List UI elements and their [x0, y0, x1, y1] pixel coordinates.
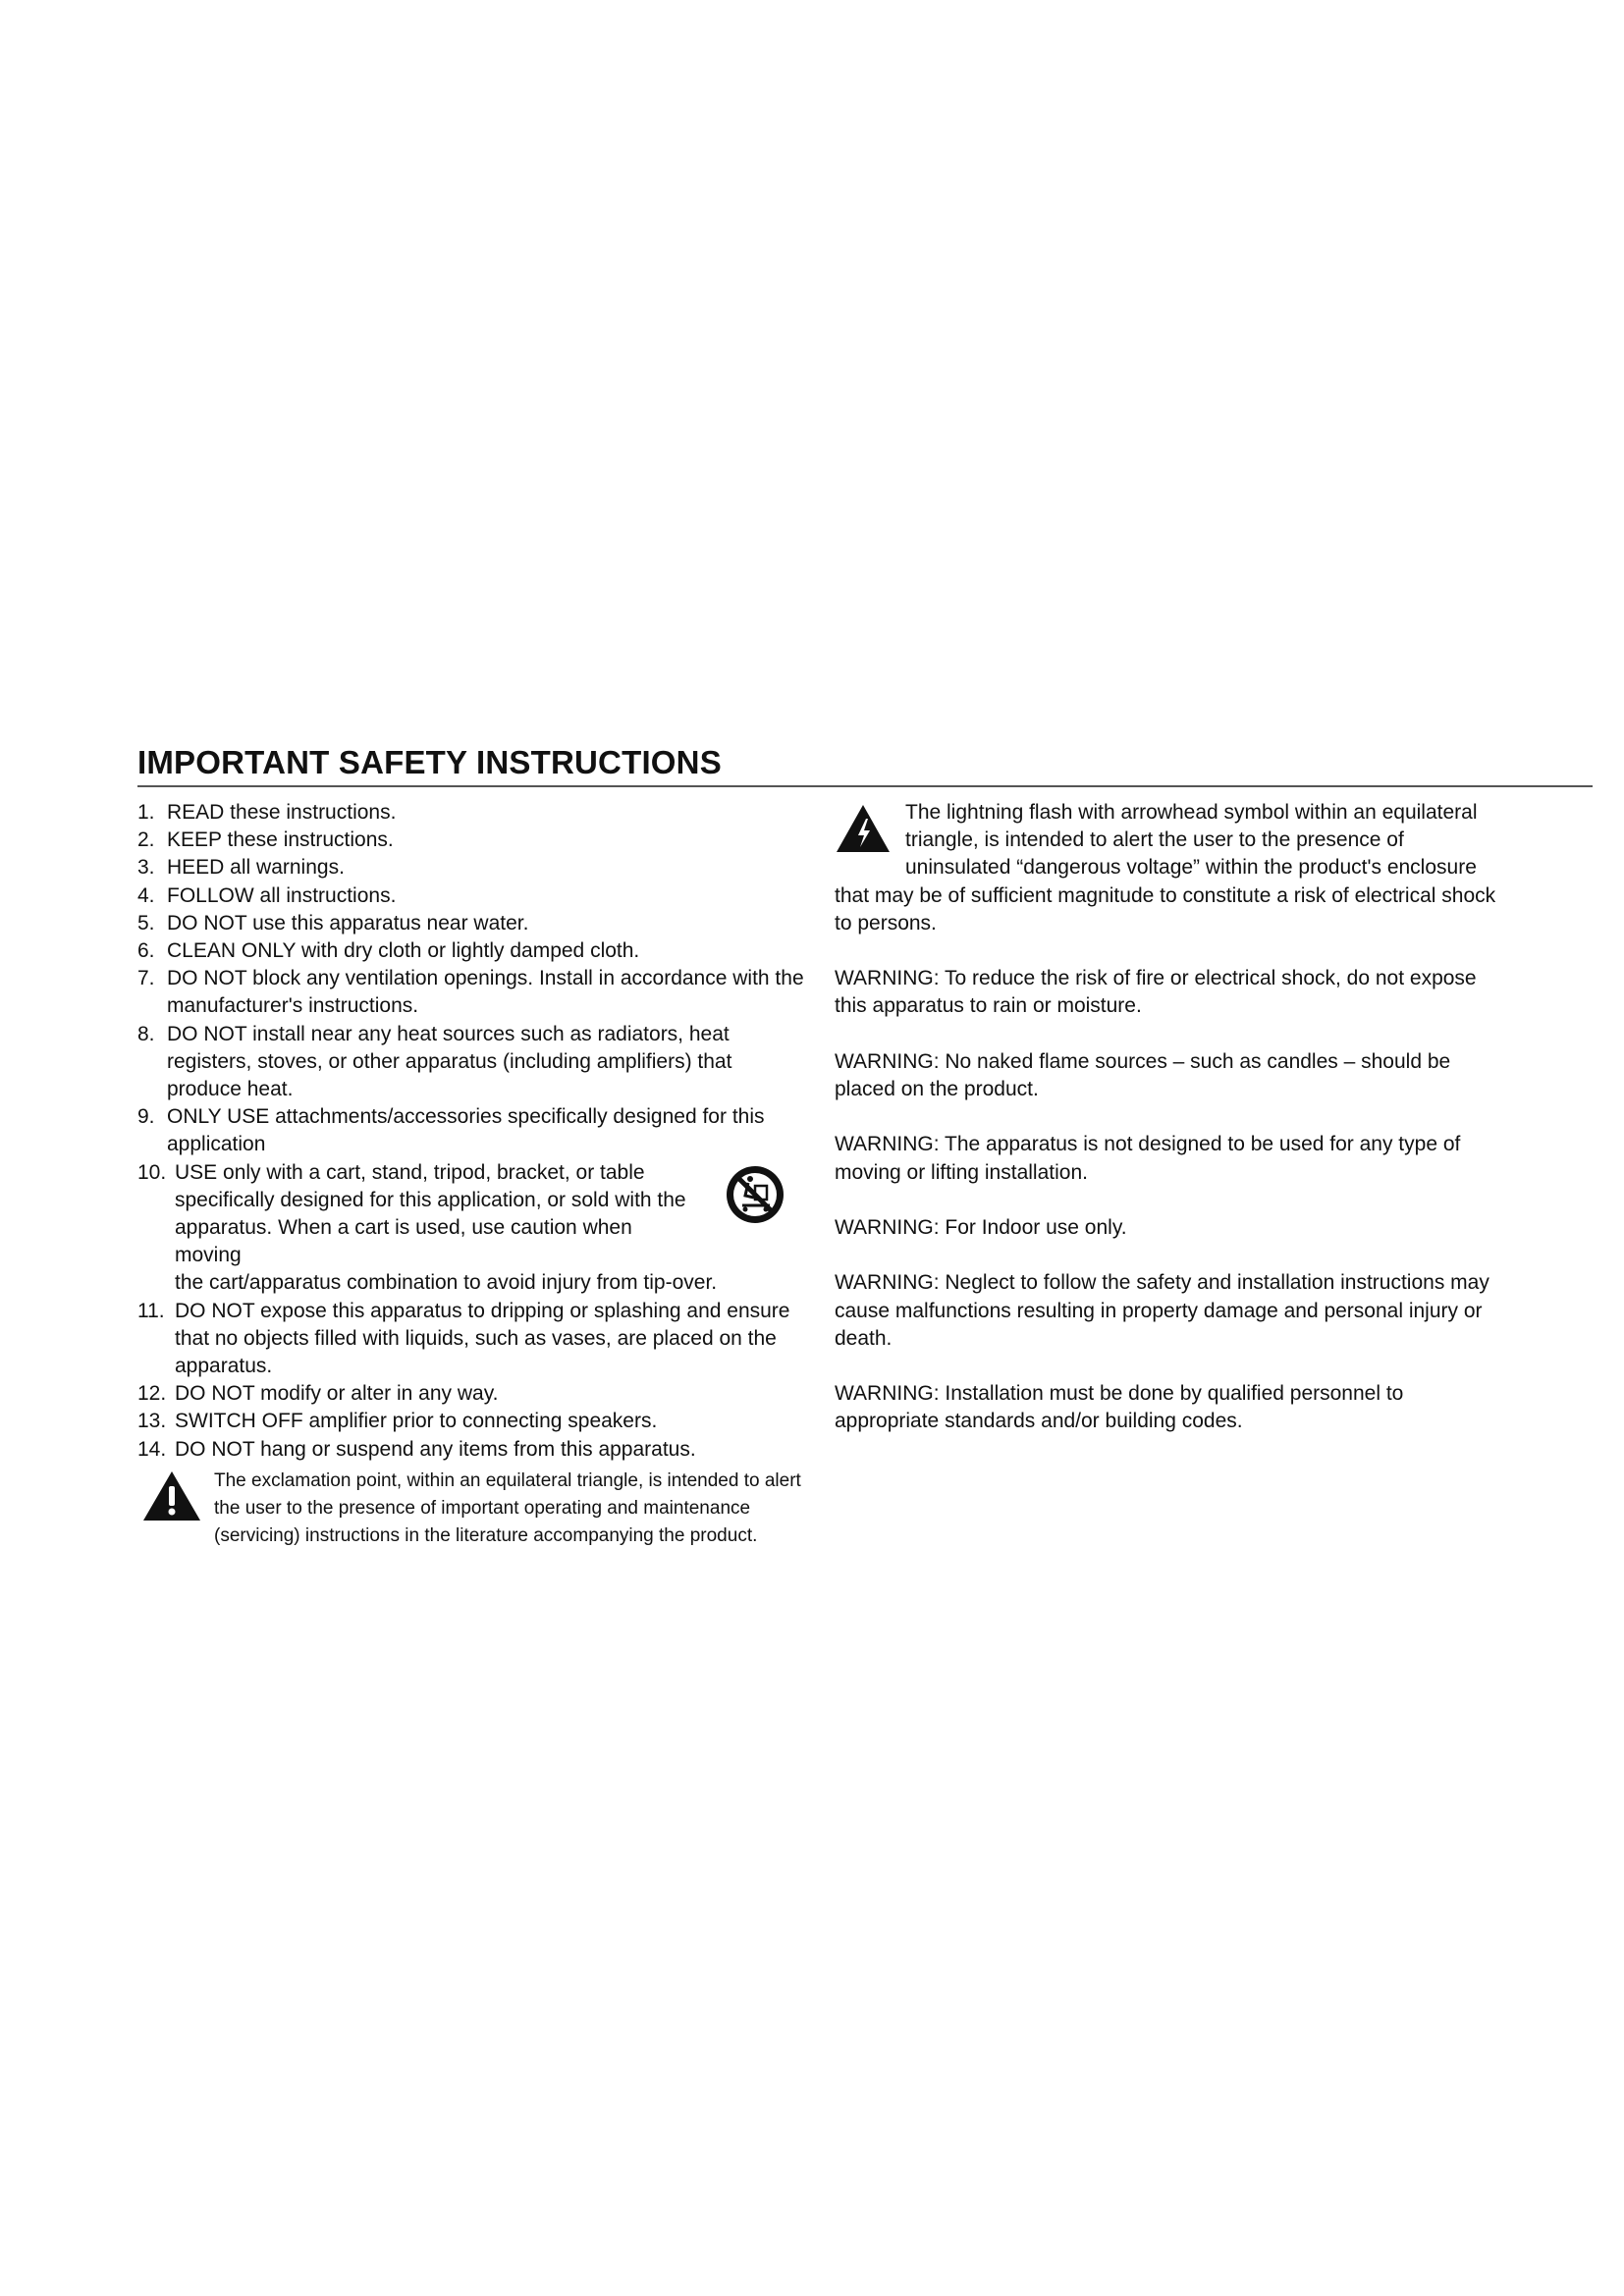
item-number: 11. [137, 1299, 165, 1322]
item-number: 4. [137, 883, 155, 907]
exclamation-note [137, 1468, 815, 1550]
list-item [137, 1380, 805, 1408]
list-item [137, 937, 805, 965]
title-underline [137, 785, 1593, 787]
item-text: CLEAN ONLY with dry cloth or lightly damped cloth. [167, 939, 640, 963]
item-text: DO NOT modify or alter in any way. [175, 1382, 499, 1406]
item-number: 6. [137, 939, 155, 963]
item-text: FOLLOW all instructions. [167, 883, 397, 907]
lightning-triangle-icon [835, 803, 892, 854]
spacer [835, 1242, 1512, 1269]
item-text: DO NOT use this apparatus near water. [167, 911, 529, 934]
item-number: 7. [137, 967, 155, 990]
list-item [137, 827, 805, 854]
item-text: SWITCH OFF amplifier prior to connecting speakers. [175, 1410, 658, 1433]
item-text: READ these instructions. [167, 801, 397, 824]
list-item [137, 1103, 805, 1158]
list-item [137, 965, 805, 1020]
no-cart-tip-over-icon [725, 1164, 785, 1225]
item-number: 8. [137, 1022, 155, 1045]
spacer [835, 1187, 1512, 1214]
item-number: 5. [137, 911, 155, 934]
list-item [137, 1436, 805, 1464]
item-text-part: USE only with a cart, stand, tripod, bracket, or table specifically designed for this application, or sold with the apparatus. When a cart is used, use caution when moving [175, 1160, 686, 1267]
item-number: 10. [137, 1160, 167, 1184]
item-number: 13. [137, 1410, 167, 1433]
item-text-part: the cart/apparatus combination to avoid injury from tip-over. [175, 1271, 718, 1295]
warning-text: WARNING: Neglect to follow the safety and installation instructions may cause malfunctions resulting in property damage and personal injury or death. [835, 1271, 1489, 1350]
item-text: KEEP these instructions. [167, 828, 394, 852]
item-text: DO NOT block any ventilation openings. Install in accordance with the manufacturer's instructions. [167, 967, 804, 1018]
exclamation-triangle-icon [141, 1469, 202, 1522]
page-title: IMPORTANT SAFETY INSTRUCTIONS [137, 744, 722, 780]
list-item [137, 799, 805, 827]
lightning-note-text: The lightning flash with arrowhead symbol within an equilateral triangle, is intended to alert the user to the presence of uninsulated “dangerous voltage” within the product's enclosure that may be of sufficient magnitude to constitute a risk of electrical shock to persons. [835, 801, 1496, 934]
list-item [137, 854, 805, 881]
warning-text: WARNING: Installation must be done by qualified personnel to appropriate standards and/or building codes. [835, 1382, 1404, 1433]
spacer [835, 1021, 1512, 1048]
list-item [137, 1298, 805, 1381]
item-number: 3. [137, 856, 155, 880]
item-text: HEED all warnings. [167, 856, 345, 880]
instructions-list [137, 799, 805, 1464]
list-item [137, 1159, 805, 1298]
item-number: 12. [137, 1382, 167, 1406]
item-number: 14. [137, 1437, 167, 1461]
warnings-column [835, 799, 1512, 1436]
list-item [137, 882, 805, 910]
warning-text: WARNING: No naked flame sources – such as candles – should be placed on the product. [835, 1049, 1451, 1100]
warning-text: WARNING: The apparatus is not designed to be used for any type of moving or lifting installation. [835, 1133, 1461, 1184]
warning-text: WARNING: For Indoor use only. [835, 1215, 1127, 1239]
item-text: ONLY USE attachments/accessories specifically designed for this application [167, 1105, 765, 1156]
item-text [175, 1159, 805, 1298]
lightning-note [835, 799, 1512, 937]
item-text: DO NOT expose this apparatus to dripping or splashing and ensure that no objects filled with liquids, such as vases, are placed on the apparatus. [175, 1299, 790, 1378]
list-item [137, 910, 805, 937]
item-number: 1. [137, 801, 155, 824]
item-number: 9. [137, 1105, 155, 1129]
exclamation-note-text: The exclamation point, within an equilateral triangle, is intended to alert the user to the presence of important operating and maintenance (servicing) instructions in the literature accompanying the product. [214, 1470, 801, 1546]
spacer [835, 1103, 1512, 1131]
list-item [137, 1408, 805, 1435]
list-item [137, 1021, 805, 1104]
spacer [835, 937, 1512, 965]
item-number: 2. [137, 828, 155, 852]
item-text: DO NOT install near any heat sources such as radiators, heat registers, stoves, or other apparatus (including amplifiers) that produce heat. [167, 1022, 732, 1101]
item-text: DO NOT hang or suspend any items from this apparatus. [175, 1437, 696, 1461]
warning-text: WARNING: To reduce the risk of fire or electrical shock, do not expose this apparatus to rain or moisture. [835, 967, 1477, 1018]
spacer [835, 1353, 1512, 1380]
